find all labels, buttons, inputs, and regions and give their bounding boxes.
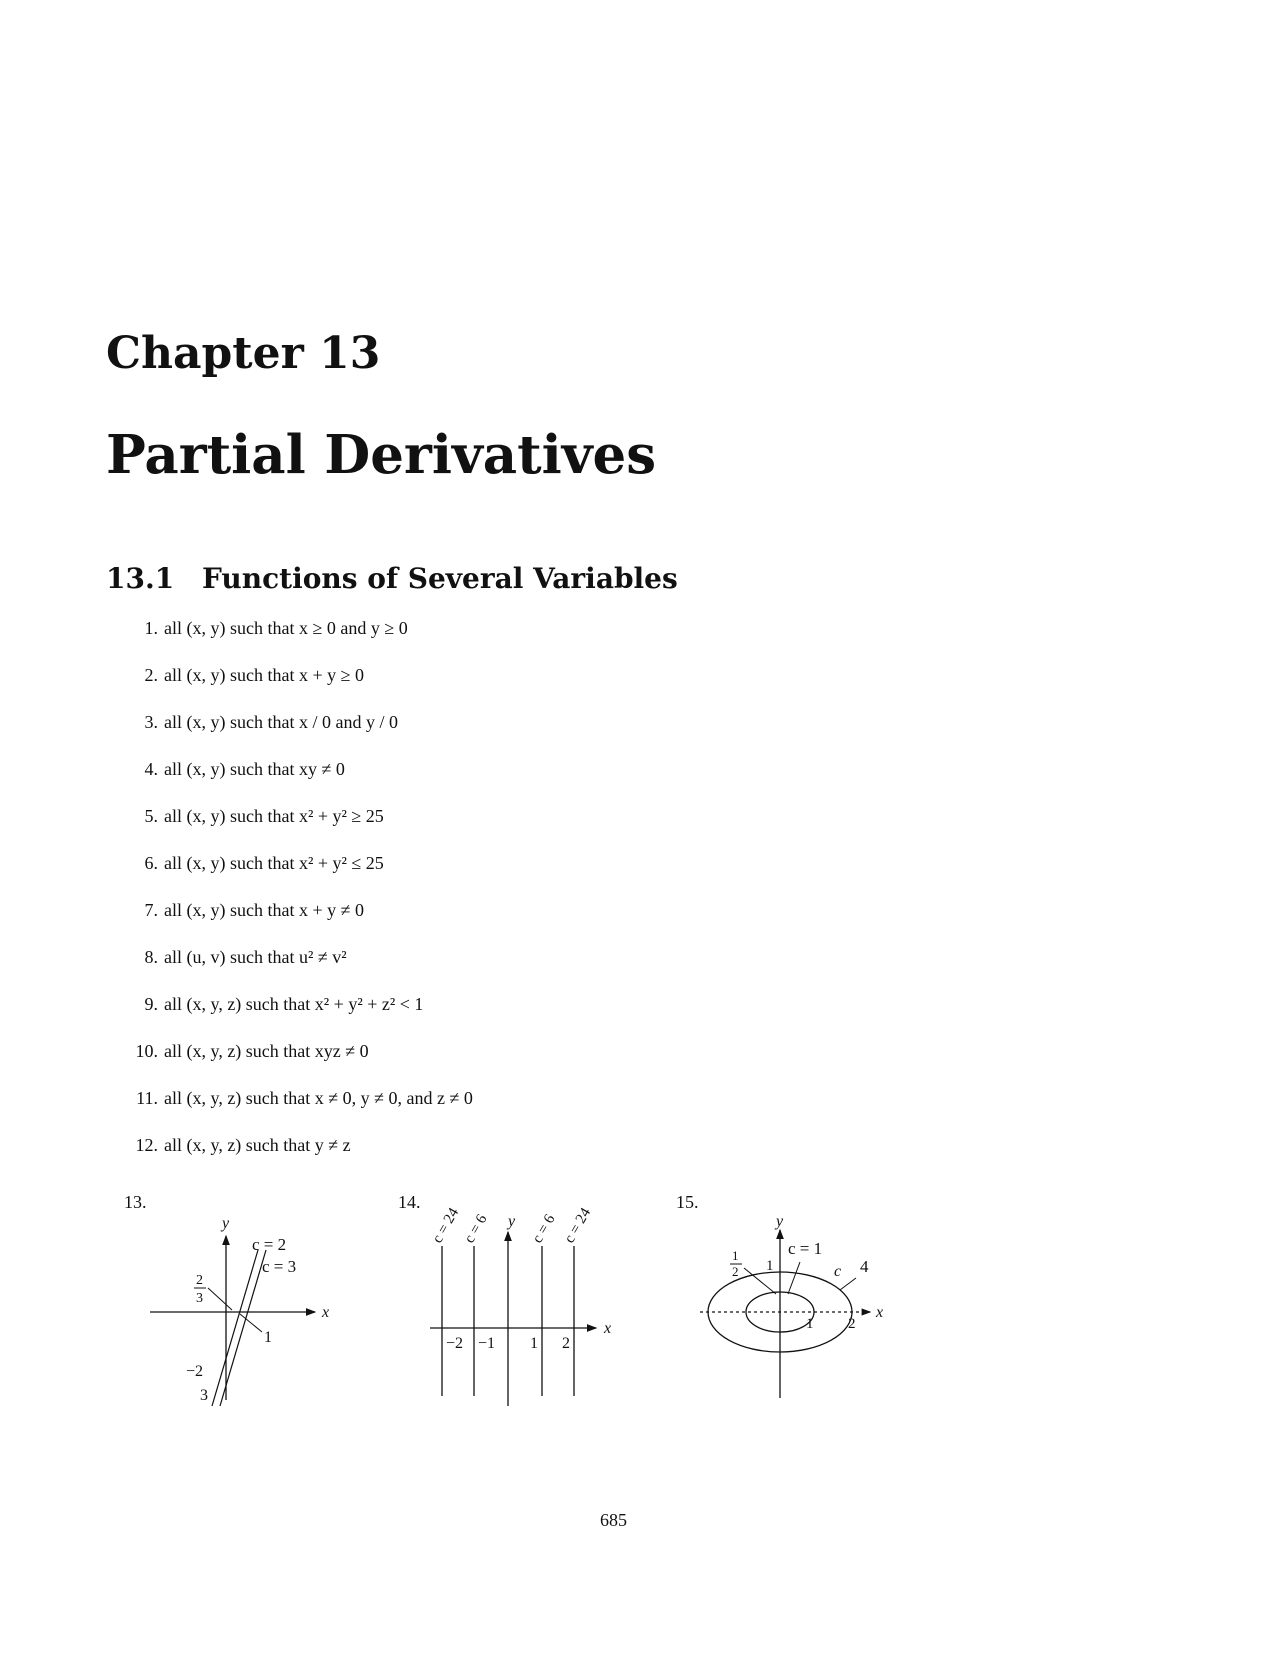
one-label: 1: [264, 1329, 272, 1346]
answer-text: all (x, y) such that x² + y² ≤ 25: [164, 853, 384, 873]
answer-item: [118, 1041, 473, 1088]
level-line-c2: [212, 1250, 258, 1406]
half-denominator: 2: [732, 1264, 739, 1279]
tick-neg1: −1: [478, 1335, 496, 1352]
one-x-label: 1: [806, 1316, 814, 1332]
figure-15-contour-plot: [700, 1210, 920, 1410]
neg-two-label: −2: [186, 1363, 204, 1380]
chapter-title: Partial Derivatives: [106, 424, 657, 486]
answer-item: [118, 1135, 473, 1182]
answer-item: [118, 712, 473, 759]
answer-text: all (x, y) such that x² + y² ≥ 25: [164, 806, 384, 826]
figure-13-label: 13.: [124, 1192, 147, 1212]
answer-item: [118, 1088, 473, 1135]
answer-number: 4.: [144, 759, 158, 779]
section-heading: [106, 562, 678, 595]
c2-label: c = 2: [252, 1235, 287, 1254]
answer-number: 1.: [144, 618, 158, 638]
x-axis-label: x: [604, 1320, 612, 1337]
c-6-label-left: c = 6: [461, 1211, 491, 1246]
answer-text: all (x, y, z) such that x ≠ 0, y ≠ 0, and z ≠ 0: [164, 1088, 473, 1108]
pointer-line: [240, 1314, 262, 1332]
answer-text: all (x, y) such that x ≥ 0 and y ≥ 0: [164, 618, 408, 638]
answer-item: [118, 806, 473, 853]
answer-item: [118, 665, 473, 712]
answer-item: [118, 900, 473, 947]
answer-number: 10.: [135, 1041, 158, 1061]
answer-item: [118, 618, 473, 665]
half-numerator: 1: [732, 1248, 739, 1263]
figure-15-label: 15.: [676, 1192, 699, 1212]
two-thirds-denominator: 3: [196, 1291, 203, 1306]
figure-14-contour-plot: [420, 1205, 640, 1410]
answer-number: 9.: [144, 994, 158, 1014]
answer-list: [118, 618, 473, 1182]
answer-text: all (x, y) such that x / 0 and y / 0: [164, 712, 398, 732]
tick-neg2: −2: [446, 1335, 464, 1352]
c-label: c: [834, 1263, 842, 1280]
answer-number: 2.: [144, 665, 158, 685]
answer-number: 8.: [144, 947, 158, 967]
c-6-label-right: c = 6: [529, 1211, 559, 1246]
y-axis-label: y: [508, 1213, 516, 1230]
section-title: Functions of Several Variables: [202, 562, 678, 595]
answer-item: [118, 759, 473, 806]
answer-number: 11.: [136, 1088, 158, 1108]
two-thirds-numerator: 2: [196, 1273, 203, 1288]
answer-text: all (x, y) such that x + y ≥ 0: [164, 665, 364, 685]
c-24-label-right: c = 24: [561, 1205, 595, 1246]
level-line-c3: [220, 1250, 266, 1406]
c3-label: c = 3: [262, 1257, 297, 1276]
answer-number: 3.: [144, 712, 158, 732]
answer-text: all (x, y) such that xy ≠ 0: [164, 759, 345, 779]
pointer-line: [788, 1262, 800, 1294]
tick-pos1: 1: [530, 1335, 538, 1352]
x-axis-label: x: [876, 1304, 884, 1321]
figure-13-contour-plot: [140, 1210, 360, 1410]
pointer-line: [840, 1278, 856, 1290]
figure-14-label: 14.: [398, 1192, 421, 1212]
c1-label: c = 1: [788, 1239, 823, 1258]
answer-text: all (x, y, z) such that y ≠ z: [164, 1135, 351, 1155]
pointer-line: [208, 1288, 232, 1310]
c-24-label-left: c = 24: [429, 1205, 463, 1246]
answer-item: [118, 994, 473, 1041]
answer-number: 12.: [135, 1135, 158, 1155]
answer-text: all (u, v) such that u² ≠ v²: [164, 947, 347, 967]
four-label: 4: [860, 1257, 869, 1276]
answer-text: all (x, y, z) such that xyz ≠ 0: [164, 1041, 369, 1061]
answer-text: all (x, y, z) such that x² + y² + z² < 1: [164, 994, 424, 1014]
tick-pos2: 2: [562, 1335, 570, 1352]
y-axis-label: y: [222, 1215, 230, 1232]
answer-number: 5.: [144, 806, 158, 826]
answer-item: [118, 853, 473, 900]
page-number: 685: [600, 1510, 627, 1530]
chapter-label: Chapter 13: [106, 328, 381, 379]
y-axis-label: y: [776, 1213, 784, 1230]
answer-text: all (x, y) such that x + y ≠ 0: [164, 900, 364, 920]
answer-number: 6.: [144, 853, 158, 873]
x-axis-label: x: [322, 1304, 330, 1321]
answer-item: [118, 947, 473, 994]
three-label: 3: [200, 1387, 208, 1404]
one-small-label: 1: [766, 1258, 774, 1274]
section-number: 13.1: [106, 562, 175, 595]
two-x-label: 2: [848, 1316, 856, 1332]
answer-number: 7.: [144, 900, 158, 920]
